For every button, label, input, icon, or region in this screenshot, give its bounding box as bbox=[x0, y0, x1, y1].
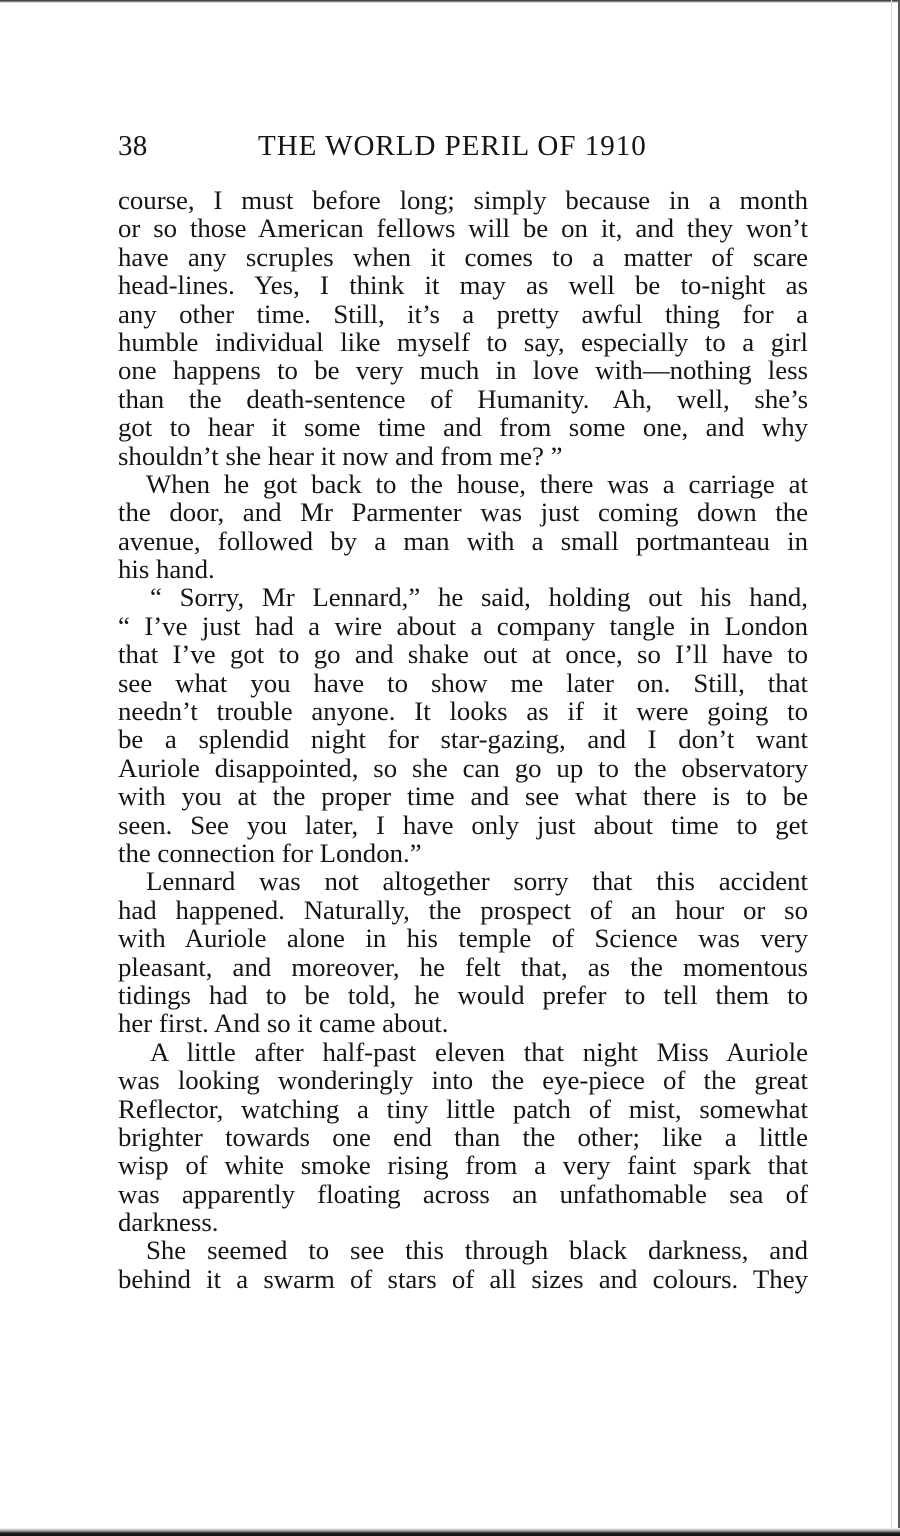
text-line: see what you have to show me later on. Still, that bbox=[118, 667, 808, 698]
text-line: darkness. bbox=[118, 1207, 219, 1238]
text-line: than the death-sentence of Humanity. Ah, well, she’s bbox=[118, 383, 808, 414]
body-text bbox=[118, 186, 808, 1293]
paragraph bbox=[118, 470, 808, 584]
text-line: that I’ve got to go and shake out at once, so I’ll have to bbox=[118, 639, 808, 670]
text-line: She seemed to see this through black darkness, and bbox=[146, 1235, 808, 1266]
text-line: have any scruples when it comes to a matter of scare bbox=[118, 241, 808, 272]
text-line: any other time. Still, it’s a pretty awful thing for a bbox=[118, 298, 808, 329]
page-bottom-edge bbox=[0, 1528, 900, 1536]
text-line: her first. And so it came about. bbox=[118, 1008, 449, 1039]
text-line: A little after half-past eleven that night Miss Auriole bbox=[150, 1036, 808, 1067]
text-line: pleasant, and moreover, he felt that, as the momentous bbox=[118, 951, 808, 982]
text-line: brighter towards one end than the other; like a little bbox=[118, 1121, 808, 1152]
text-line: course, I must before long; simply because in a month bbox=[118, 185, 808, 215]
text-line: with Auriole alone in his temple of Science was very bbox=[118, 923, 808, 954]
text-line: was apparently floating across an unfathomable sea of bbox=[118, 1178, 808, 1209]
text-line: the connection for London.” bbox=[118, 837, 422, 868]
text-line: the door, and Mr Parmenter was just coming down the bbox=[118, 497, 808, 528]
text-line: was looking wonderingly into the eye-piece of the great bbox=[118, 1065, 808, 1096]
paragraph bbox=[118, 867, 808, 1037]
text-line: wisp of white smoke rising from a very faint spark that bbox=[118, 1150, 808, 1181]
text-line: tidings had to be told, he would prefer to tell them to bbox=[118, 979, 808, 1010]
text-line: “ I’ve just had a wire about a company tangle in London bbox=[118, 610, 808, 641]
text-line: humble individual like myself to say, especially to a girl bbox=[118, 326, 808, 357]
text-line: avenue, followed by a man with a small portmanteau in bbox=[118, 525, 808, 556]
text-line: Reflector, watching a tiny little patch of mist, somewhat bbox=[118, 1093, 808, 1124]
text-line: or so those American fellows will be on it, and they won’t bbox=[118, 213, 808, 244]
text-line: had happened. Naturally, the prospect of an hour or so bbox=[118, 894, 808, 925]
page-header bbox=[118, 130, 808, 166]
text-line: head-lines. Yes, I think it may as well be to-night as bbox=[118, 270, 808, 301]
text-line: his hand. bbox=[118, 554, 215, 585]
paragraph bbox=[118, 186, 808, 470]
text-line: “ Sorry, Mr Lennard,” he said, holding out his hand, bbox=[150, 582, 808, 613]
text-line: needn’t trouble anyone. It looks as if it were going to bbox=[118, 696, 808, 727]
paragraph bbox=[118, 583, 808, 867]
text-line: be a splendid night for star-gazing, and I don’t want bbox=[118, 724, 808, 755]
paragraph bbox=[118, 1236, 808, 1293]
text-line: behind it a swarm of stars of all sizes and colours. They bbox=[118, 1263, 808, 1294]
text-line: Lennard was not altogether sorry that this accident bbox=[146, 866, 808, 897]
page-top-edge bbox=[0, 0, 900, 3]
text-line: When he got back to the house, there was a carriage at bbox=[146, 468, 808, 499]
text-line: one happens to be very much in love with—nothing less bbox=[118, 355, 808, 386]
page-right-edge-inner bbox=[891, 0, 892, 1536]
paragraph bbox=[118, 1038, 808, 1237]
text-line: got to hear it some time and from some one, and why bbox=[118, 412, 808, 443]
text-line: with you at the proper time and see what there is to be bbox=[118, 781, 808, 812]
text-line: shouldn’t she hear it now and from me? ” bbox=[118, 440, 563, 471]
text-line: seen. See you later, I have only just about time to get bbox=[118, 809, 808, 840]
page-number: 38 bbox=[118, 130, 148, 162]
text-line: Auriole disappointed, so she can go up to the observatory bbox=[118, 752, 808, 783]
running-head: THE WORLD PERIL OF 1910 bbox=[258, 130, 647, 162]
